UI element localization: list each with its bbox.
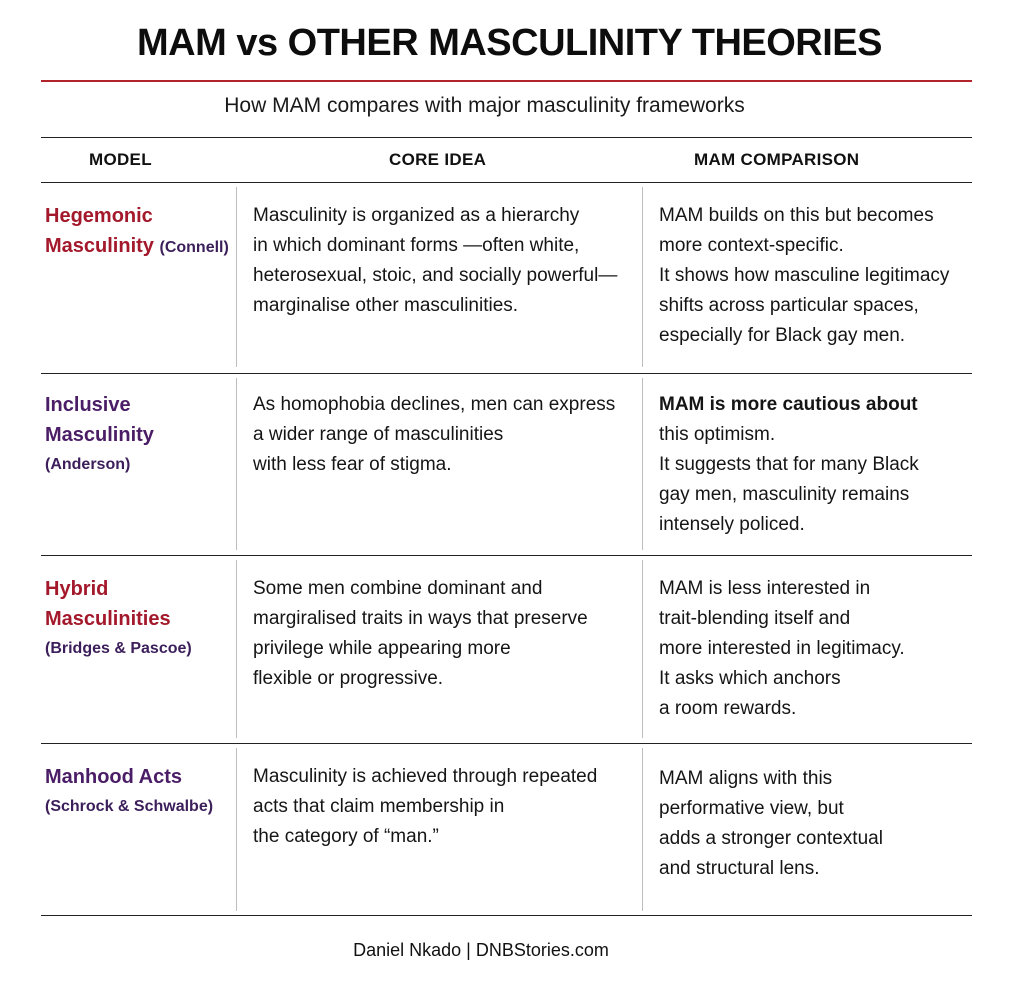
model-name-line: Hegemonic [45, 205, 153, 227]
model-name-line: Masculinity [45, 235, 154, 257]
page-title: MAM vs OTHER MASCULINITY THEORIES [137, 22, 882, 64]
model-name-line: Masculinity [45, 424, 154, 446]
comparison-line: MAM is less interested in [659, 578, 871, 599]
comparison-cell [659, 390, 919, 540]
model-name-line: Manhood Acts [45, 766, 183, 788]
model-author: (Bridges & Pascoe) [45, 640, 192, 657]
comparison-cell [659, 764, 883, 884]
comparison-line: MAM aligns with this [659, 768, 833, 789]
model-name-line: Inclusive [45, 394, 131, 416]
comparison-cell [659, 574, 905, 724]
core-idea-line: in which dominant forms —often white, [253, 235, 580, 256]
core-idea-line: As homophobia declines, men can express [253, 394, 616, 415]
core-idea-cell [253, 762, 597, 852]
title-divider [41, 80, 972, 82]
core-idea-line: margiralised traits in ways that preserve [253, 608, 588, 629]
core-idea-line: Masculinity is achieved through repeated [253, 766, 598, 787]
comparison-line: this optimism. [659, 424, 776, 445]
comparison-line: performative view, but [659, 798, 844, 819]
core-idea-line: Some men combine dominant and [253, 578, 543, 599]
model-author: (Anderson) [45, 456, 131, 473]
model-name-line: Hybrid [45, 578, 109, 600]
core-idea-line: heterosexual, stoic, and socially powerful— [253, 265, 618, 286]
column-divider [642, 748, 643, 911]
comparison-line: more interested in legitimacy. [659, 638, 905, 659]
comparison-line: trait-blending itself and [659, 608, 851, 629]
column-divider [642, 378, 643, 550]
model-name-line: Masculinities [45, 608, 171, 630]
comparison-line: adds a stronger contextual [659, 828, 883, 849]
column-divider [642, 187, 643, 367]
core-idea-line: Masculinity is organized as a hierarchy [253, 205, 580, 226]
core-idea-line: a wider range of masculinities [253, 424, 504, 445]
core-idea-line: acts that claim membership in [253, 796, 505, 817]
core-idea-line: privilege while appearing more [253, 638, 511, 659]
core-idea-line: marginalise other masculinities. [253, 295, 519, 316]
model-author: (Schrock & Schwalbe) [45, 798, 214, 815]
comparison-line: MAM builds on this but becomes [659, 205, 934, 226]
core-idea-line: the category of “man.” [253, 826, 439, 847]
model-name [45, 390, 154, 480]
comparison-line: MAM is more cautious about [659, 394, 918, 415]
comparison-line: more context-specific. [659, 235, 844, 256]
core-idea-cell [253, 574, 588, 694]
comparison-line: shifts across particular spaces, [659, 295, 919, 316]
row-divider [41, 373, 972, 374]
comparison-cell [659, 201, 949, 351]
row-divider [41, 743, 972, 744]
comparison-line: It shows how masculine legitimacy [659, 265, 950, 286]
row-divider [41, 555, 972, 556]
model-author: (Connell) [159, 239, 229, 256]
page-subtitle: How MAM compares with major masculinity frameworks [224, 94, 745, 117]
header-core-idea: CORE IDEA [389, 150, 487, 169]
column-divider [236, 560, 237, 738]
column-divider [236, 748, 237, 911]
core-idea-cell [253, 390, 615, 480]
core-idea-cell [253, 201, 617, 321]
model-name [45, 201, 229, 263]
comparison-line: It suggests that for many Black [659, 454, 919, 475]
column-divider [236, 378, 237, 550]
header-model: MODEL [89, 150, 152, 169]
header-mam-comparison: MAM COMPARISON [694, 150, 860, 169]
header-bottom-rule [41, 182, 972, 183]
model-name [45, 574, 192, 664]
core-idea-line: with less fear of stigma. [253, 454, 452, 475]
header-top-rule [41, 137, 972, 138]
core-idea-line: flexible or progressive. [253, 668, 444, 689]
comparison-line: a room rewards. [659, 698, 797, 719]
comparison-line: especially for Black gay men. [659, 325, 906, 346]
model-name [45, 762, 213, 822]
footer-credit: Daniel Nkado | DNBStories.com [353, 940, 609, 960]
column-divider [236, 187, 237, 367]
table-bottom-rule [41, 915, 972, 916]
comparison-line: gay men, masculinity remains [659, 484, 910, 505]
column-divider [642, 560, 643, 738]
comparison-line: It asks which anchors [659, 668, 841, 689]
comparison-line: intensely policed. [659, 514, 805, 535]
comparison-line: and structural lens. [659, 858, 820, 879]
